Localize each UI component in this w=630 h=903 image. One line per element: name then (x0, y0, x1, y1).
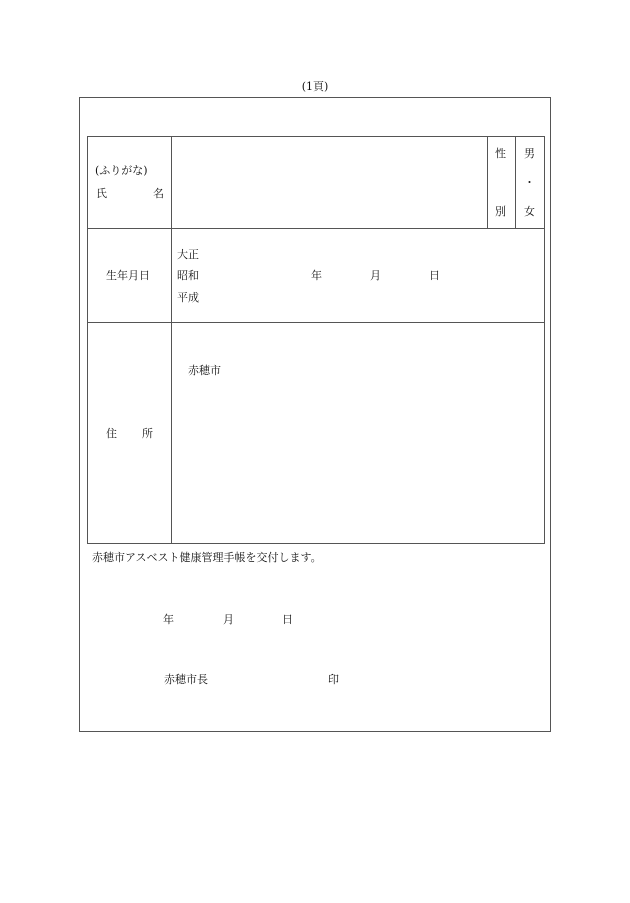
furigana-label: (ふりがな) (95, 164, 148, 177)
name-input-area[interactable] (173, 138, 485, 227)
birth-year-unit: 年 (311, 269, 322, 282)
page-number-label: (1頁) (301, 80, 329, 93)
gender-mid-divider (515, 136, 516, 229)
gender-option-male[interactable]: 男 (524, 147, 535, 160)
address-prefix-city: 赤穂市 (188, 364, 221, 377)
birthdate-label: 生年月日 (106, 269, 150, 282)
address-label-first-char: 住 (106, 427, 117, 440)
name-label-second-char: 名 (153, 187, 164, 200)
issuer-title: 赤穂市長 (164, 673, 208, 686)
gender-option-female[interactable]: 女 (524, 205, 535, 218)
seal-mark: 印 (328, 673, 339, 686)
table-bottom-border (87, 543, 545, 544)
name-label-first-char: 氏 (96, 187, 107, 200)
gender-left-divider (487, 136, 488, 229)
issuance-statement: 赤穂市アスベスト健康管理手帳を交付します。 (92, 551, 322, 564)
label-column-divider (171, 136, 172, 544)
era-option-heisei[interactable]: 平成 (177, 291, 199, 304)
table-top-border (87, 136, 545, 137)
address-input-area[interactable] (173, 324, 543, 542)
row-divider-name (87, 228, 545, 229)
issue-year-unit: 年 (163, 613, 174, 626)
era-option-taisho[interactable]: 大正 (177, 248, 199, 261)
table-right-border (544, 136, 545, 544)
birth-day-unit: 日 (429, 269, 440, 282)
gender-label-first-char: 性 (495, 147, 506, 160)
era-option-showa[interactable]: 昭和 (177, 269, 199, 282)
issue-month-unit: 月 (223, 613, 234, 626)
gender-separator-dot: ・ (524, 176, 535, 189)
issue-day-unit: 日 (282, 613, 293, 626)
row-divider-birthdate (87, 322, 545, 323)
birth-month-unit: 月 (370, 269, 381, 282)
address-label-second-char: 所 (142, 427, 153, 440)
gender-label-second-char: 別 (495, 205, 506, 218)
table-left-border (87, 136, 88, 544)
